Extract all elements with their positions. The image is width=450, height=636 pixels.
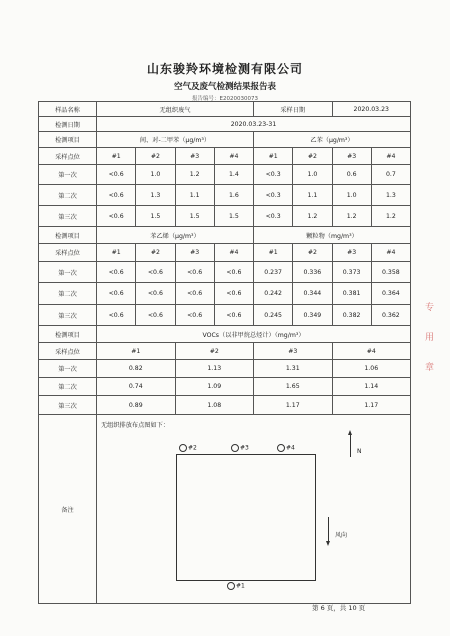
diagram-title: 无组织排放布点图如下：: [101, 422, 170, 429]
point-label: #2: [188, 444, 197, 452]
value-cell: 1.6: [214, 185, 253, 206]
point-marker-2: [179, 444, 197, 452]
point-header: #1: [97, 343, 176, 360]
value-cell: 1.08: [175, 396, 254, 415]
test-item-label: 检测项目: [39, 326, 97, 343]
block1-point-row: [39, 148, 411, 165]
value-cell: <0.6: [97, 165, 136, 185]
value-cell: 1.3: [371, 185, 410, 206]
wind-label: 风向: [335, 532, 348, 539]
value-cell: <0.6: [175, 283, 214, 305]
value-cell: 0.364: [371, 283, 410, 305]
point-header: #3: [332, 244, 371, 262]
value-cell: 0.344: [293, 283, 332, 305]
factory-outline: [176, 454, 316, 581]
circle-icon: [277, 444, 285, 452]
test-date-label: 检测日期: [39, 117, 97, 132]
point-label: #1: [236, 582, 245, 590]
value-cell: <0.6: [214, 283, 253, 305]
sample-name-label: 样品名称: [39, 102, 97, 117]
value-cell: <0.6: [97, 305, 136, 326]
table-row: [39, 378, 411, 396]
table-row: [39, 185, 411, 206]
circle-icon: [227, 582, 235, 590]
value-cell: 1.5: [175, 206, 214, 227]
point-header: #2: [293, 244, 332, 262]
wind-arrow-head-icon: [326, 541, 330, 546]
table-row: [39, 360, 411, 378]
row-label: 第二次: [39, 378, 97, 396]
value-cell: 1.09: [175, 378, 254, 396]
block3-point-row: [39, 343, 411, 360]
stamp-fragment: 专: [425, 303, 435, 313]
value-cell: 0.382: [332, 305, 371, 326]
table-row: [39, 283, 411, 305]
point-header: #4: [371, 244, 410, 262]
value-cell: <0.6: [97, 206, 136, 227]
value-cell: <0.6: [97, 185, 136, 206]
point-header: #4: [371, 148, 410, 165]
circle-icon: [179, 444, 187, 452]
value-cell: 0.358: [371, 262, 410, 283]
value-cell: 0.362: [371, 305, 410, 326]
row-label: 第二次: [39, 283, 97, 305]
value-cell: <0.6: [97, 283, 136, 305]
stamp-fragment: 章: [425, 363, 435, 373]
table-row: [39, 206, 411, 227]
value-cell: 0.336: [293, 262, 332, 283]
value-cell: 0.6: [332, 165, 371, 185]
value-cell: 1.0: [136, 165, 175, 185]
item-xylene: 间、对-二甲苯（μg/m³）: [97, 132, 254, 148]
point-header: #2: [293, 148, 332, 165]
value-cell: 0.381: [332, 283, 371, 305]
point-marker-3: [231, 444, 249, 452]
value-cell: 1.5: [136, 206, 175, 227]
row-label: 第一次: [39, 360, 97, 378]
remark-label: 备注: [39, 415, 97, 604]
point-label: 采样点位: [39, 343, 97, 360]
row-label: 第三次: [39, 396, 97, 415]
value-cell: 1.2: [371, 206, 410, 227]
sampling-date-value: 2020.03.23: [332, 102, 411, 117]
table-row: [39, 165, 411, 185]
row-label: 第一次: [39, 262, 97, 283]
test-date-row: [39, 117, 411, 132]
report-title: 空气及废气检测结果报告表: [173, 82, 276, 92]
value-cell: 0.373: [332, 262, 371, 283]
point-header: #2: [175, 343, 254, 360]
point-header: #4: [214, 148, 253, 165]
value-cell: 1.4: [214, 165, 253, 185]
value-cell: 1.5: [214, 206, 253, 227]
sample-name-row: [39, 102, 411, 117]
value-cell: <0.6: [214, 262, 253, 283]
point-header: #4: [214, 244, 253, 262]
table-row: [39, 396, 411, 415]
point-label: #4: [286, 444, 295, 452]
sample-name-value: 无组织废气: [97, 102, 254, 117]
value-cell: 1.06: [332, 360, 411, 378]
point-label: #3: [240, 444, 249, 452]
value-cell: 1.2: [332, 206, 371, 227]
value-cell: 1.0: [293, 165, 332, 185]
value-cell: <0.3: [254, 165, 293, 185]
stamp-fragment: 用: [425, 333, 435, 343]
value-cell: <0.3: [254, 185, 293, 206]
wind-arrow-icon: [328, 517, 329, 543]
row-label: 第三次: [39, 305, 97, 326]
value-cell: 1.17: [254, 396, 333, 415]
block3-item-row: [39, 326, 411, 343]
point-label: 采样点位: [39, 244, 97, 262]
layout-diagram: [97, 415, 410, 603]
point-header: #2: [136, 244, 175, 262]
point-header: #3: [254, 343, 333, 360]
point-header: #1: [254, 244, 293, 262]
point-header: #4: [332, 343, 411, 360]
point-label: 采样点位: [39, 148, 97, 165]
value-cell: 1.1: [175, 185, 214, 206]
row-label: 第二次: [39, 185, 97, 206]
point-header: #1: [97, 148, 136, 165]
value-cell: 1.17: [332, 396, 411, 415]
item-particulates: 颗粒物（mg/m³）: [254, 227, 411, 244]
block1-item-row: [39, 132, 411, 148]
point-header: #3: [175, 244, 214, 262]
value-cell: 0.245: [254, 305, 293, 326]
layout-diagram-cell: [97, 415, 411, 604]
point-header: #3: [332, 148, 371, 165]
value-cell: 1.1: [293, 185, 332, 206]
value-cell: 1.31: [254, 360, 333, 378]
value-cell: <0.6: [136, 283, 175, 305]
value-cell: <0.6: [175, 305, 214, 326]
test-date-value: 2020.03.23-31: [97, 117, 411, 132]
value-cell: 0.242: [254, 283, 293, 305]
page-number: 第 6 页，共 10 页: [312, 604, 366, 612]
value-cell: 1.3: [136, 185, 175, 206]
value-cell: 1.2: [293, 206, 332, 227]
value-cell: 1.14: [332, 378, 411, 396]
value-cell: <0.3: [254, 206, 293, 227]
value-cell: 0.349: [293, 305, 332, 326]
value-cell: 1.2: [175, 165, 214, 185]
item-ethylbenzene: 乙苯（μg/m³）: [254, 132, 411, 148]
sampling-date-label: 采样日期: [254, 102, 333, 117]
point-header: #3: [175, 148, 214, 165]
block2-item-row: [39, 227, 411, 244]
value-cell: <0.6: [136, 262, 175, 283]
remark-row: [39, 415, 411, 604]
results-table: [38, 101, 411, 604]
test-item-label: 检测项目: [39, 132, 97, 148]
test-item-label: 检测项目: [39, 227, 97, 244]
value-cell: 0.7: [371, 165, 410, 185]
value-cell: 0.74: [97, 378, 176, 396]
value-cell: <0.6: [136, 305, 175, 326]
value-cell: 0.237: [254, 262, 293, 283]
value-cell: 0.82: [97, 360, 176, 378]
row-label: 第三次: [39, 206, 97, 227]
north-label: N: [357, 448, 362, 455]
circle-icon: [231, 444, 239, 452]
item-vocs: VOCs（以非甲烷总烃计）（mg/m³）: [97, 326, 411, 343]
value-cell: <0.6: [97, 262, 136, 283]
item-styrene: 苯乙烯（μg/m³）: [97, 227, 254, 244]
point-header: #1: [254, 148, 293, 165]
point-marker-1: [227, 582, 245, 590]
value-cell: 1.13: [175, 360, 254, 378]
company-name: 山东骏羚环境检测有限公司: [146, 62, 303, 76]
report-number: 报告编号：E2020030073: [192, 96, 258, 102]
point-marker-4: [277, 444, 295, 452]
value-cell: 1.0: [332, 185, 371, 206]
value-cell: <0.6: [214, 305, 253, 326]
row-label: 第一次: [39, 165, 97, 185]
value-cell: 1.65: [254, 378, 333, 396]
value-cell: <0.6: [175, 262, 214, 283]
block2-point-row: [39, 244, 411, 262]
value-cell: 0.89: [97, 396, 176, 415]
point-header: #1: [97, 244, 136, 262]
table-row: [39, 305, 411, 326]
point-header: #2: [136, 148, 175, 165]
north-arrow-icon: [350, 433, 351, 457]
table-row: [39, 262, 411, 283]
